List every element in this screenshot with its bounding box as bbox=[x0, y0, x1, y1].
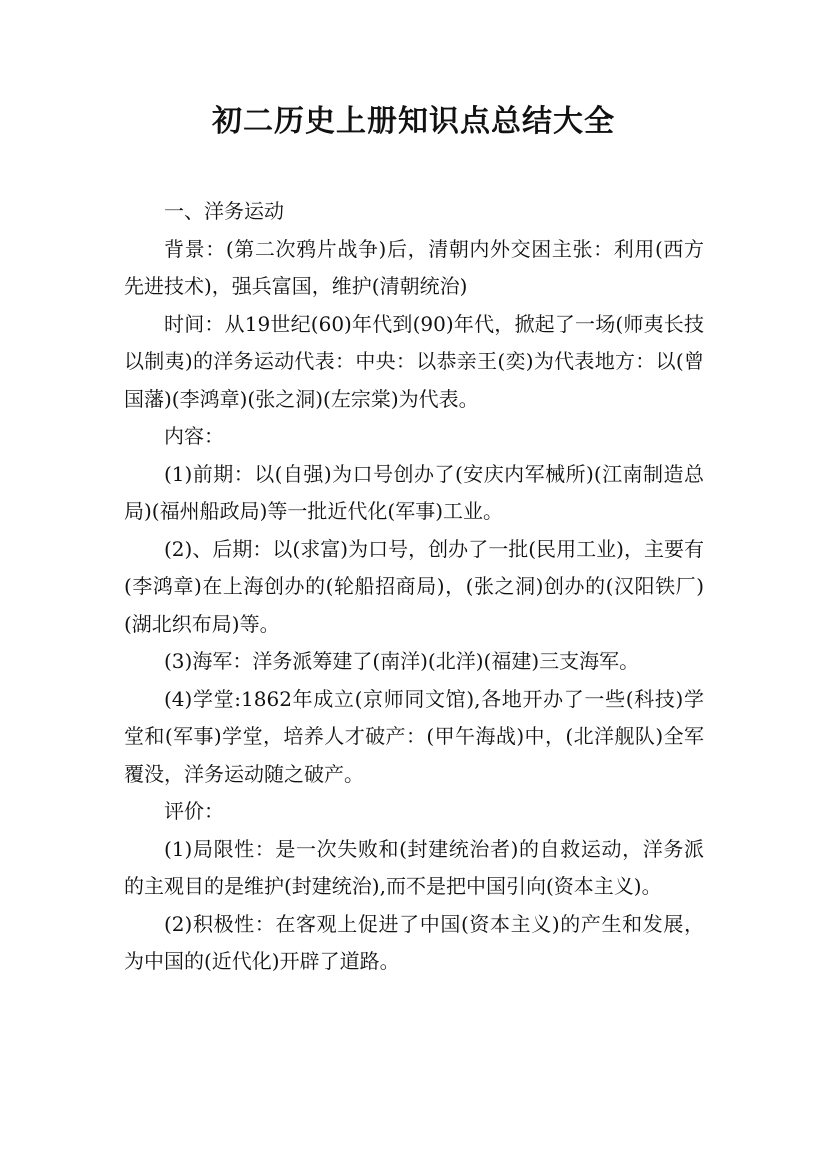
paragraph-evaluation-label: 评价： bbox=[164, 799, 224, 823]
paragraph-positives: (2)积极性：在客观上促进了中国(资本主义)的产生和发展，为中国的(近代化)开辟了道路。 bbox=[124, 911, 704, 973]
paragraph-late-period: (2)、后期：以(求富)为口号，创办了一批(民用工业)，主要有(李鸿章)在上海创办的(轮船招商局)，(张之洞)创办的(汉阳铁厂)(湖北织布局)等。 bbox=[124, 536, 704, 636]
paragraph-background: 背景：(第二次鸦片战争)后，清朝内外交困主张：利用(西方先进技术)，强兵富国，维护(清朝统治) bbox=[124, 236, 704, 298]
page-title: 初二历史上册知识点总结大全 bbox=[212, 104, 615, 139]
paragraph-limitations: (1)局限性：是一次失败和(封建统治者)的自救运动，洋务派的主观目的是维护(封建统治),而不是把中国引向(资本主义)。 bbox=[124, 836, 704, 898]
paragraph-navy: (3)海军：洋务派筹建了(南洋)(北洋)(福建)三支海军。 bbox=[164, 649, 640, 673]
paragraph-time: 时间：从19世纪(60)年代到(90)年代，掀起了一场(师夷长技以制夷)的洋务运动代表：中央：以恭亲王(奕)为代表地方：以(曾国藩)(李鸿章)(张之洞)(左宗棠)为代表。 bbox=[124, 311, 704, 411]
section-heading: 一、洋务运动 bbox=[164, 199, 284, 223]
paragraph-content-label: 内容： bbox=[164, 424, 224, 448]
paragraph-early-period: (1)前期：以(自强)为口号创办了(安庆内军械所)(江南制造总局)(福州船政局)等一批近代化(军事)工业。 bbox=[124, 461, 704, 523]
paragraph-schools: (4)学堂:1862年成立(京师同文馆),各地开办了一些(科技)学堂和(军事)学堂，培养人才破产：(甲午海战)中，(北洋舰队)全军覆没，洋务运动随之破产。 bbox=[124, 686, 704, 786]
document-body bbox=[124, 193, 704, 981]
